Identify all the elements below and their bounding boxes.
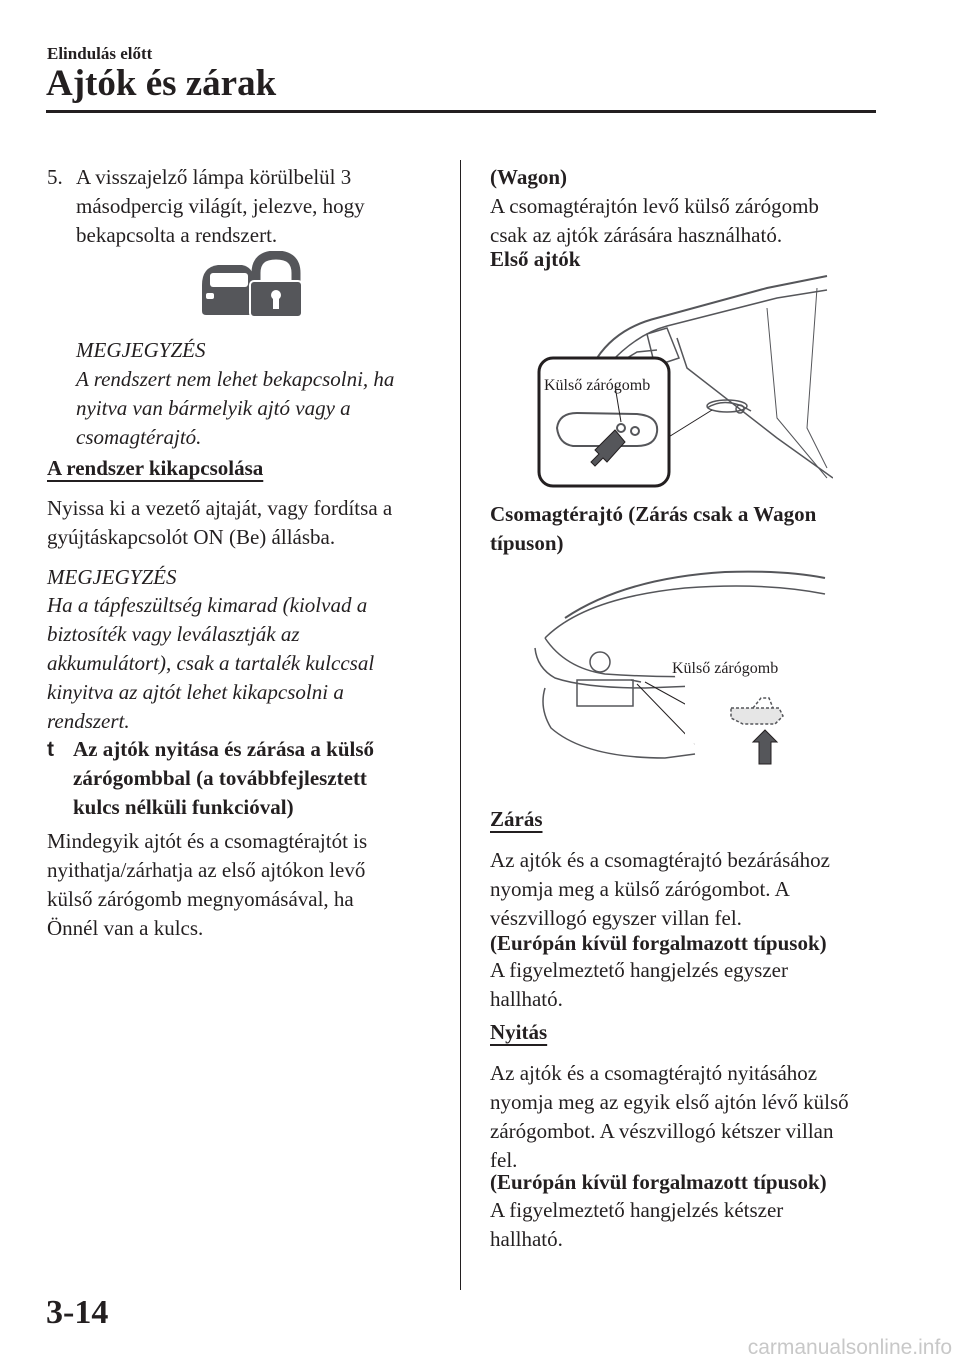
lock-market-text: A figyelmeztető hangjelzés egyszer hallható. [490, 958, 788, 1011]
header-rule [46, 110, 876, 113]
liftgate-heading: Csomagtérajtó (Zárás csak a Wagon típuson) [490, 502, 817, 555]
column-divider [460, 160, 461, 1290]
bullet-icon: t [47, 738, 54, 761]
section-label: Elindulás előtt [47, 44, 153, 63]
market-label: (Európán kívül forgalmazott típusok) [490, 1170, 827, 1194]
front-doors-label: Első ajtók [490, 247, 581, 271]
step-number: 5. [47, 165, 63, 189]
lock-heading: Zárás [490, 807, 543, 831]
figure-label: Külső zárógomb [672, 660, 779, 677]
page-number: 3-14 [46, 1294, 109, 1331]
subsection-heading: Az ajtók nyitása és zárása a külső zárógombbal (a továbbfejlesztett kulcs nélküli funkcióval) [73, 737, 375, 819]
subsection-text: Mindegyik ajtót és a csomagtérajtót is nyithatja/zárhatja az első ajtókon levő külső zárógomb megnyomásával, ha Önnél van a kulcs. [47, 829, 368, 940]
page-title: Ajtók és zárak [46, 63, 277, 104]
unlock-heading: Nyitás [490, 1020, 548, 1044]
step-text: A visszajelző lámpa körülbelül 3 másodpercig világít, jelezve, hogy bekapcsolta a rendszert. [76, 165, 365, 247]
figure-label: Külső zárógomb [544, 377, 651, 394]
deactivate-heading: A rendszer kikapcsolása [47, 456, 264, 480]
note-title: MEGJEGYZÉS [47, 565, 177, 589]
note-text: A rendszert nem lehet bekapcsolni, ha nyitva van bármelyik ajtó vagy a csomagtérajtó. [76, 367, 395, 449]
unlock-text: Az ajtók és a csomagtérajtó nyitásához nyomja meg az egyik első ajtón lévő külső zárógombot. A vészvillogó kétszer villan fel. [490, 1061, 849, 1172]
wagon-text: A csomagtérajtón levő külső zárógomb csak az ajtók zárására használható. [490, 194, 819, 247]
note-text: Ha a tápfeszültség kimarad (kiolvad a biztosíték vagy leválasztják az akkumulátort), csak a tartalék kulccsal kinyitva az ajtót lehet kikapcsolni a rendszert. [47, 593, 375, 733]
unlock-market-text: A figyelmeztető hangjelzés kétszer hallható. [490, 1198, 784, 1251]
watermark: carmanualsonline.info [747, 1336, 952, 1359]
lock-text: Az ajtók és a csomagtérajtó bezárásához nyomja meg a külső zárógombot. A vészvillogó egyszer villan fel. [490, 848, 830, 930]
note-title: MEGJEGYZÉS [76, 338, 206, 362]
deactivate-text: Nyissa ki a vezető ajtaját, vagy fordítsa a gyújtáskapcsolót ON (Be) állásba. [47, 496, 393, 549]
liftgate-illustration [525, 558, 835, 798]
lock-indicator-icon [196, 251, 306, 319]
wagon-label: (Wagon) [490, 165, 568, 189]
market-label: (Európán kívül forgalmazott típusok) [490, 931, 827, 955]
